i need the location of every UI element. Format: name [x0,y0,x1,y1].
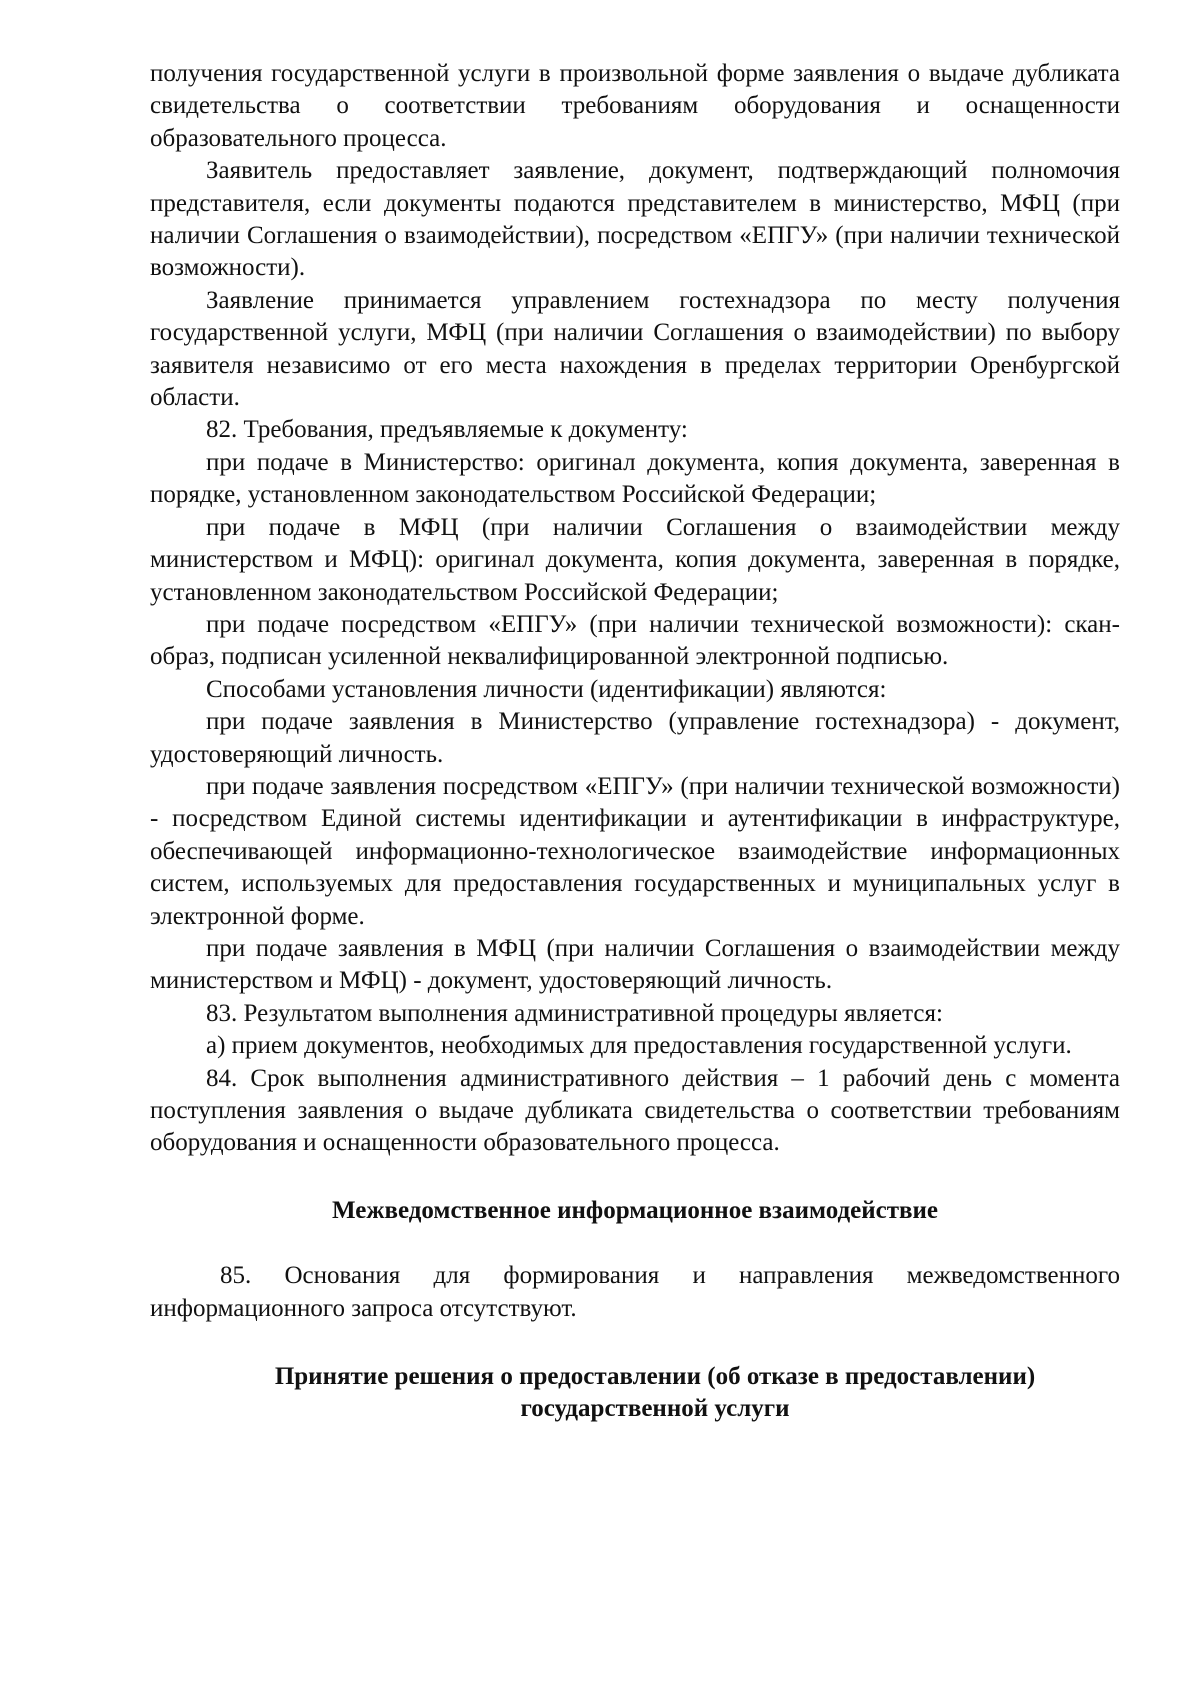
paragraph-item-85: 85. Основания для формирования и направления межведомственного информационного запроса отсутствуют. [150,1262,1120,1322]
paragraph-item-84: 84. Срок выполнения административного действия – 1 рабочий день с момента поступления заявления о выдаче дубликата свидетельства о соответствии требованиям оборудования и оснащенности образовательного процесса. [150,1064,1120,1157]
paragraph-item-82: 82. Требования, предъявляемые к документу: [206,416,688,444]
section-heading-decision-line-1: Принятие решения о предоставлении (об отказе в предоставлении) [274,1363,1036,1391]
section-heading-interagency: Межведомственное информационное взаимодействие [332,1196,938,1224]
paragraph-ministry-identification: при подаче заявления в Министерство (управление гостехнадзора) - документ, удостоверяющий личность. [150,708,1120,768]
paragraph-ministry-submission: при подаче в Министерство: оригинал документа, копия документа, заверенная в порядке, установленном законодательством Российской Федерации; [150,448,1120,509]
section-heading-decision [150,1361,1120,1426]
paragraph-epgu-identification: при подаче заявления посредством «ЕПГУ» (при наличии технической возможности) - посредством Единой системы идентификации и аутентификации в инфраструктуре, обеспечивающей информационно-технологическое взаимодействие информационных систем, используемых для предоставления государственных и муниципальных услуг в электронной форме. [150,772,1120,930]
paragraph-epgu-submission: при подаче посредством «ЕПГУ» (при наличии технической возможности): скан-образ, подписан усиленной неквалифицированной электронной подписью. [150,610,1120,671]
paragraph-applicant-submits: Заявитель предоставляет заявление, документ, подтверждающий полномочия представителя, если документы подаются представителем в министерство, МФЦ (при наличии Соглашения о взаимодействии), посредством «ЕПГУ» (при наличии технической возможности). [150,157,1120,282]
section-heading-decision-line-2: государственной услуги [520,1395,790,1423]
paragraph-item-83-a: а) прием документов, необходимых для предоставления государственной услуги. [206,1032,1072,1060]
document-body [150,58,1120,1426]
paragraph-item-83: 83. Результатом выполнения административной процедуры является: [206,999,943,1027]
paragraph-continuation: получения государственной услуги в произвольной форме заявления о выдаче дубликата свидетельства о соответствии требованиям оборудования и оснащенности образовательного процесса. [150,60,1120,152]
paragraph-application-accepted: Заявление принимается управлением гостехнадзора по месту получения государственной услуги, МФЦ (при наличии Соглашения о взаимодействии) по выбору заявителя независимо от его места нахождения в пределах территории Оренбургской области. [150,286,1120,412]
paragraph-identification-methods: Способами установления личности (идентификации) являются: [206,675,887,703]
paragraph-mfc-submission: при подаче в МФЦ (при наличии Соглашения о взаимодействии между министерством и МФЦ): оригинал документа, копия документа, заверенная в порядке, установленном законодательством Российской Федерации; [150,513,1120,606]
paragraph-mfc-identification: при подаче заявления в МФЦ (при наличии Соглашения о взаимодействии между министерством и МФЦ) - документ, удостоверяющий личность. [150,934,1120,995]
